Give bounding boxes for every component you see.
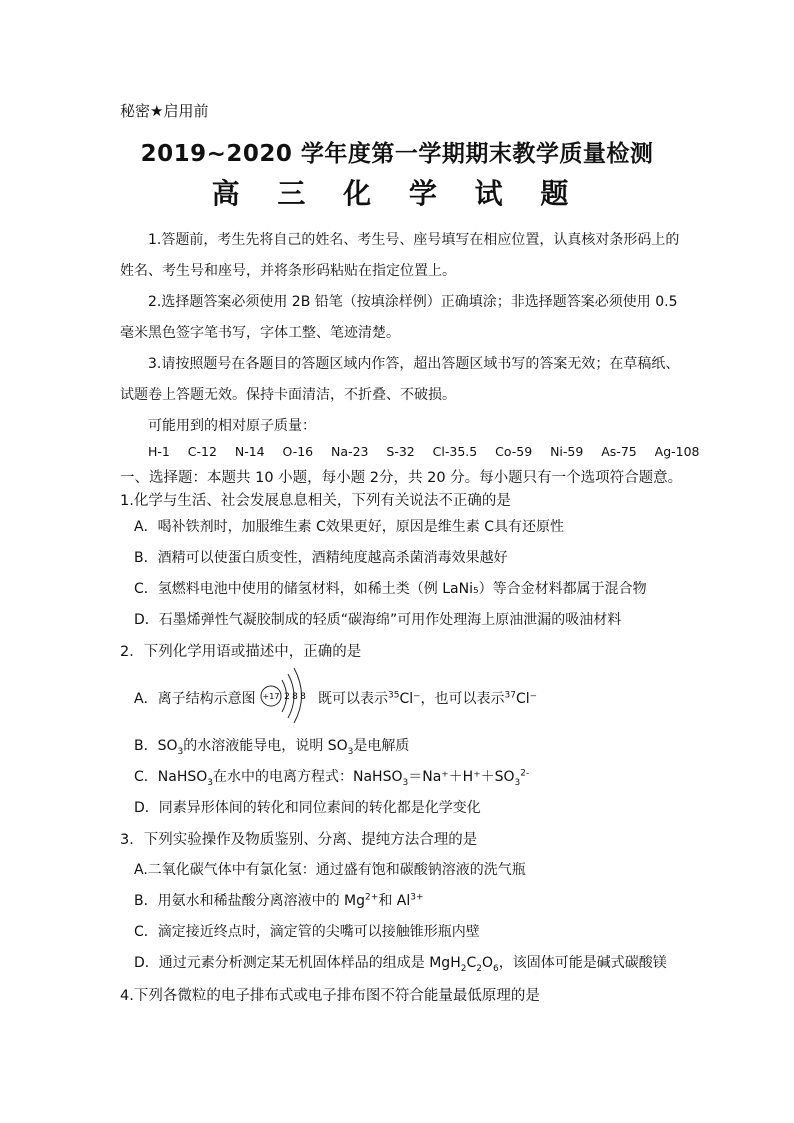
option-b-text-1: B．SO: [134, 738, 178, 754]
instruction-3-line-2: 试题卷上答题无效。保持卡面清洁，不折叠、不破损。: [120, 387, 456, 403]
question-1-option-b: B．酒精可以使蛋白质变性，酒精纯度越高杀菌消毒效果越好: [134, 550, 508, 566]
instruction-2-line-1: 2.选择题答案必须使用 2B 铅笔（按填涂样例）正确填涂；非选择题答案必须使用 0.5: [148, 294, 678, 310]
option-c-sub-1: 3: [207, 777, 213, 788]
option-a-text-1: 既可以表示: [318, 691, 388, 707]
instruction-3-line-1: 3.请按照题号在各题目的答题区域内作答，超出答题区域书写的答案无效；在草稿纸、: [148, 356, 680, 372]
question-3-stem: 3．下列实验操作及物质鉴别、分离、提纯方法合理的是: [120, 832, 478, 848]
q3-option-d-sub-1: 2: [460, 963, 467, 974]
isotope-37-mass: 37: [504, 690, 516, 701]
section-heading: 一、选择题：本题共 10 小题，每小题 2分，共 20 分。每小题只有一个选项符合题意。: [120, 470, 683, 486]
q3-option-b-sup-2: 3+: [410, 892, 424, 903]
q3-option-d-text-2: ，该固体可能是碱式碳酸镁: [498, 955, 667, 971]
option-c-sup-3: 2-: [520, 768, 530, 779]
q3-option-b-text-2: 和 Al: [378, 893, 411, 909]
shell-1-electrons: 2: [284, 692, 290, 702]
question-1-option-c: C．氢燃料电池中使用的储氢材料，如稀土类（例 LaNi₅）等合金材料都属于混合物: [134, 581, 647, 597]
option-c-sub-2: 3: [402, 777, 409, 788]
option-c-text-2: 在水中的电离方程式：NaHSO: [213, 769, 403, 785]
option-a-text-2: ，也可以表示: [420, 691, 505, 707]
option-b-sub-1: 3: [177, 746, 184, 757]
q3-option-b-sup-1: 2+: [365, 892, 379, 903]
option-b-text-2: 的水溶液能导电，说明 SO: [183, 738, 348, 754]
option-b-text-3: 是电解质: [353, 738, 410, 754]
option-c-equation: ＝Na⁺＋H⁺＋SO: [408, 769, 515, 785]
question-2-stem: 2．下列化学用语或描述中，正确的是: [120, 644, 362, 660]
question-2-option-a-prefix: A．离子结构示意图: [134, 691, 256, 707]
shell-3-electrons: 8: [300, 692, 306, 702]
q3-option-d-sub-3: 6: [493, 963, 499, 974]
question-2-option-a-rest: [318, 688, 537, 708]
exam-subtitle: 高 三 化 学 试 题: [211, 177, 583, 210]
option-b-sub-2: 3: [347, 746, 354, 757]
instruction-1-line-1: 1.答题前，考生先将自己的姓名、考生号、座号填写在相应位置，认真核对条形码上的: [148, 232, 680, 248]
question-1-option-d: D．石墨烯弹性气凝胶制成的轻质“碳海绵”可用作处理海上原油泄漏的吸油材料: [134, 612, 622, 628]
instruction-1-line-2: 姓名、考生号和座号，并将条形码粘贴在指定位置上。: [120, 263, 456, 279]
question-2-option-c: [134, 766, 529, 786]
question-1-option-a: A．喝补铁剂时，加服维生素 C效果更好，原因是维生素 C具有还原性: [134, 519, 565, 535]
exam-title: 2019~2020 学年度第一学期期末教学质量检测: [140, 141, 654, 167]
question-3-option-b: [134, 890, 424, 910]
atomic-mass-list: H-1 C-12 N-14 O-16 Na-23 S-32 Cl-35.5 Co-59 Ni-59 As-75 Ag-108: [148, 444, 700, 459]
instruction-2-line-2: 毫米黑色签字笔书写，字体工整、笔迹清楚。: [120, 325, 400, 341]
atomic-mass-label: 可能用到的相对原子质量：: [148, 418, 316, 434]
confidential-mark: 秘密★启用前: [120, 102, 209, 120]
q3-option-d-carbon: C: [466, 955, 477, 971]
question-4-stem: 4.下列各微粒的电子排布式或电子排布图不符合能量最低原理的是: [120, 988, 540, 1004]
ion-structure-diagram: [258, 666, 318, 724]
question-3-option-a: A.二氧化碳气体中有氯化氢：通过盛有饱和碳酸钠溶液的洗气瓶: [134, 862, 526, 878]
option-c-sub-3: 3: [514, 777, 521, 788]
nucleus-charge: +17: [262, 692, 280, 701]
isotope-35-symbol: Cl⁻: [399, 691, 421, 707]
option-c-text-1: C．NaHSO: [134, 769, 208, 785]
question-2-option-b: [134, 735, 409, 755]
q3-option-d-text-1: D．通过元素分析测定某无机固体样品的组成是 MgH: [134, 955, 461, 971]
q3-option-b-text-1: B．用氨水和稀盐酸分离溶液中的 Mg: [134, 893, 366, 909]
question-3-option-c: C．滴定接近终点时，滴定管的尖嘴可以接触锥形瓶内壁: [134, 924, 480, 940]
question-1-stem: 1.化学与生活、社会发展息息相关，下列有关说法不正确的是: [120, 493, 511, 509]
question-3-option-d: [134, 952, 667, 972]
q3-option-d-sub-2: 2: [476, 963, 482, 974]
ion-structure-svg: [258, 666, 318, 724]
shell-2-electrons: 8: [292, 692, 298, 702]
isotope-37-symbol: Cl⁻: [515, 691, 538, 707]
q3-option-d-oxygen: O: [481, 955, 494, 971]
isotope-35-mass: 35: [388, 690, 400, 701]
question-2-option-d: D．同素异形体间的转化和同位素间的转化都是化学变化: [134, 800, 481, 816]
